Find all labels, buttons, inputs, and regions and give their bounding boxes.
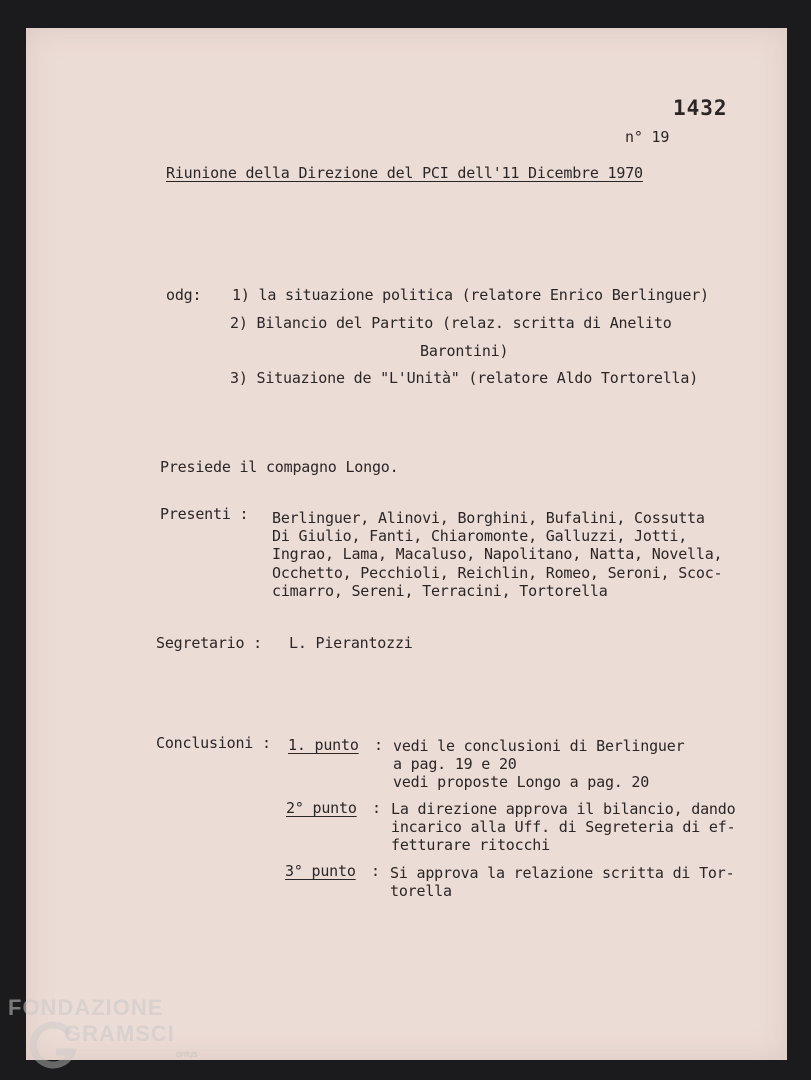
conclusion-line: vedi le conclusioni di Berlinguer (393, 737, 685, 755)
conclusion-line: Si approva la relazione scritta di Tor- (390, 864, 735, 882)
present-line: Di Giulio, Fanti, Chiaromonte, Galluzzi, Jotti, (272, 527, 688, 545)
point-colon: : (374, 736, 383, 754)
agenda-label: odg: (166, 286, 202, 304)
presides-line: Presiede il compagno Longo. (160, 458, 399, 476)
document-number: n° 19 (625, 128, 670, 146)
point-label: 1. punto (288, 736, 359, 754)
point-label: 3° punto (285, 862, 356, 880)
secretary-label: Segretario : (156, 634, 262, 652)
secretary-name: L. Pierantozzi (289, 634, 413, 652)
point-colon: : (372, 799, 381, 817)
watermark (8, 995, 175, 1047)
point-label: 2° punto (286, 799, 357, 817)
conclusion-line: torella (390, 882, 452, 900)
page-stamp: 1432 (673, 96, 728, 120)
agenda-item: 3) Situazione de "L'Unità" (relatore Aldo Tortorella) (230, 369, 699, 387)
watermark-line3: onlus (176, 1049, 198, 1059)
present-label: Presenti : (160, 505, 249, 523)
conclusion-line: a pag. 19 e 20 (393, 755, 517, 773)
agenda-item: 2) Bilancio del Partito (relaz. scritta di Anelito (230, 314, 672, 332)
conclusion-line: fetturare ritocchi (391, 836, 550, 854)
agenda-item: 1) la situazione politica (relatore Enrico Berlinguer) (232, 286, 709, 304)
conclusion-line: incarico alla Uff. di Segreteria di ef- (391, 818, 736, 836)
present-line: Occhetto, Pecchioli, Reichlin, Romeo, Seroni, Scoc- (272, 564, 723, 582)
conclusion-line: La direzione approva il bilancio, dando (391, 800, 736, 818)
watermark-line1: FONDAZIONE (8, 995, 164, 1020)
conclusions-label: Conclusioni : (156, 734, 271, 752)
document-title: Riunione della Direzione del PCI dell'11 Dicembre 1970 (166, 164, 643, 182)
point-colon: : (371, 862, 380, 880)
agenda-item: Barontini) (420, 342, 509, 360)
present-line: cimarro, Sereni, Terracini, Tortorella (272, 582, 608, 600)
present-line: Ingrao, Lama, Macaluso, Napolitano, Natta, Novella, (272, 545, 723, 563)
conclusion-line: vedi proposte Longo a pag. 20 (393, 773, 650, 791)
watermark-line2: GRAMSCI (64, 1021, 175, 1046)
present-line: Berlinguer, Alinovi, Borghini, Bufalini, Cossutta (272, 509, 705, 527)
